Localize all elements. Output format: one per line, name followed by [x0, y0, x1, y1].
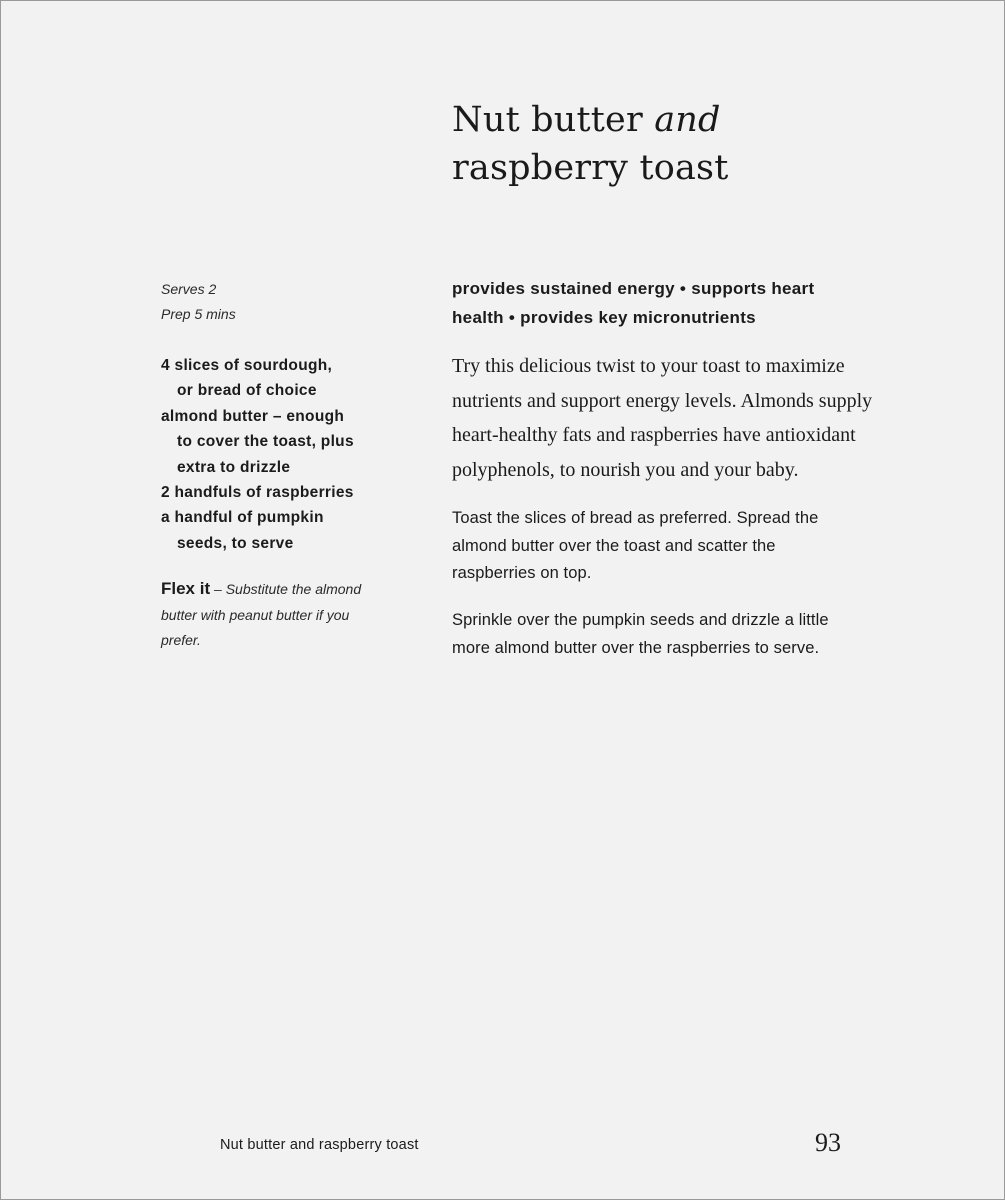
- ingredient-item: [161, 404, 391, 480]
- method-step-1: [452, 505, 922, 588]
- method-step-2: [452, 607, 922, 662]
- benefits-text: [452, 274, 912, 332]
- recipe-title-part-1: Nut butter: [452, 100, 655, 140]
- prep-time-text: Prep 5 mins: [161, 306, 236, 322]
- ingredient-line-continued: extra to drizzle: [177, 458, 291, 476]
- serves-text: Serves 2: [161, 281, 217, 297]
- ingredient-item: [161, 353, 391, 404]
- ingredient-item: [161, 505, 391, 556]
- ingredient-line: almond butter – enough: [161, 407, 345, 425]
- ingredient-line-continued: to cover the toast, plus: [177, 433, 354, 451]
- ingredient-item: [161, 480, 391, 505]
- flex-label: Flex it: [161, 579, 211, 598]
- method-line: Toast the slices of bread as preferred. Spread the: [452, 509, 819, 527]
- method-line: more almond butter over the raspberries to serve.: [452, 638, 820, 657]
- flex-tip: [161, 576, 381, 654]
- recipe-title-line-2: raspberry toast: [452, 148, 729, 188]
- recipe-meta: [161, 277, 236, 327]
- ingredient-line-continued: or bread of choice: [177, 382, 317, 400]
- intro-line: heart-healthy fats and raspberries have antioxidant: [452, 424, 856, 446]
- benefits-line: provides sustained energy • supports heart: [452, 279, 815, 298]
- intro-line: Try this delicious twist to your toast to maximize: [452, 355, 845, 377]
- flex-text: – Substitute the almond butter with peanut butter if you prefer.: [161, 581, 362, 648]
- intro-paragraph: [452, 349, 932, 487]
- ingredient-line: a handful of pumpkin: [161, 509, 324, 527]
- ingredients-list: [161, 353, 391, 556]
- running-footer-title: Nut butter and raspberry toast: [220, 1137, 419, 1153]
- recipe-title: [452, 96, 728, 192]
- ingredient-line: 2 handfuls of raspberries: [161, 484, 354, 502]
- ingredient-line-continued: seeds, to serve: [177, 534, 294, 552]
- intro-line: nutrients and support energy levels. Almonds supply: [452, 389, 873, 412]
- benefits-line: health • provides key micronutrients: [452, 308, 756, 327]
- method-line: Sprinkle over the pumpkin seeds and drizzle a little: [452, 611, 829, 629]
- ingredient-line: 4 slices of sourdough,: [161, 357, 333, 374]
- page-number: 93: [815, 1128, 841, 1157]
- method-line: almond butter over the toast and scatter the: [452, 536, 776, 555]
- recipe-title-italic: and: [654, 100, 721, 140]
- recipe-title-line-1: [452, 96, 728, 144]
- intro-line: polyphenols, to nourish you and your baby.: [452, 458, 799, 481]
- method-line: raspberries on top.: [452, 564, 592, 583]
